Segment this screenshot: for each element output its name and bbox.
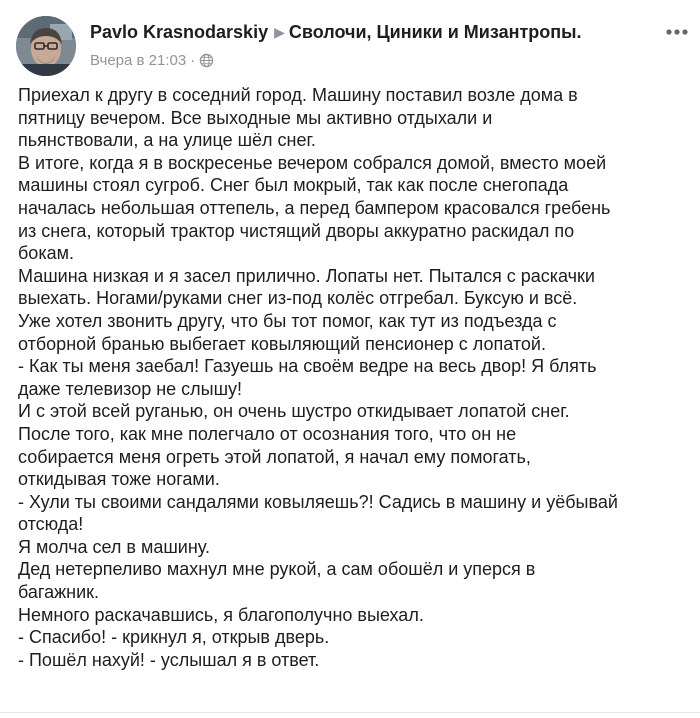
post-paragraph: - Пошёл нахуй! - услышал я в ответ. <box>18 649 320 670</box>
post-paragraph: Немного раскачавшись, я благополучно выехал. <box>18 604 424 625</box>
post-paragraph: Я молча сел в машину. <box>18 536 210 557</box>
divider <box>0 712 700 713</box>
post-paragraph: - Хули ты своими сандалями ковыляешь?! Садись в машину и уёбывай отсюда! <box>18 491 618 535</box>
post-paragraph: - Спасибо! - крикнул я, открыв дверь. <box>18 627 330 648</box>
post-meta <box>90 52 214 69</box>
post-body <box>18 84 688 671</box>
profile-photo <box>16 16 76 76</box>
avatar[interactable] <box>16 16 76 76</box>
post-paragraph: - Как ты меня заебал! Газуешь на своём ведре на весь двор! Я блять даже телевизор не слышу! <box>18 356 597 399</box>
more-options-icon[interactable] <box>664 22 690 42</box>
arrow-right-icon: ▶ <box>274 24 285 40</box>
post-paragraph: Машина низкая и я засел прилично. Лопаты нет. Пытался с раскачки выехать. Ногами/руками снег из-под колёс отгребал. Буксую и всё. Уже хотел звонить другу, что бы тот помог, как тут из подъезда с отборной бранью выбегает ковыляющий пенсионер с лопатой. <box>18 265 595 354</box>
post-paragraph: Дед нетерпеливо махнул мне рукой, а сам обошёл и уперся в багажник. <box>18 559 536 603</box>
post-paragraph: Приехал к другу в соседний город. Машину поставил возле дома в пятницу вечером. Все выходные мы активно отдыхали и пьянствовали, а на улице шёл снег. <box>18 85 578 151</box>
group-name-link[interactable]: Сволочи, Циники и Мизантропы. <box>288 22 582 42</box>
post-paragraph: В итоге, когда я в воскресенье вечером собрался домой, вместо моей машины стоял сугроб. Снег был мокрый, так как после снегопада началась небольшая оттепель, а перед бампером красовался гребень из снега, который трактор чистящий дворы аккуратно раскидал по бокам. <box>18 152 611 264</box>
post-paragraph: И с этой всей руганью, он очень шустро откидывает лопатой снег. После того, как мне полегчало от осознания того, что он не собирается меня огреть этой лопатой, я начал ему помогать, откидывая тоже ногами. <box>18 401 570 490</box>
meta-separator: · <box>190 52 196 69</box>
post-header <box>90 22 582 43</box>
post-timestamp[interactable]: Вчера в 21:03 <box>90 52 187 69</box>
globe-icon[interactable] <box>199 53 214 68</box>
author-name-link[interactable]: Pavlo Krasnodarskiy <box>90 22 269 42</box>
